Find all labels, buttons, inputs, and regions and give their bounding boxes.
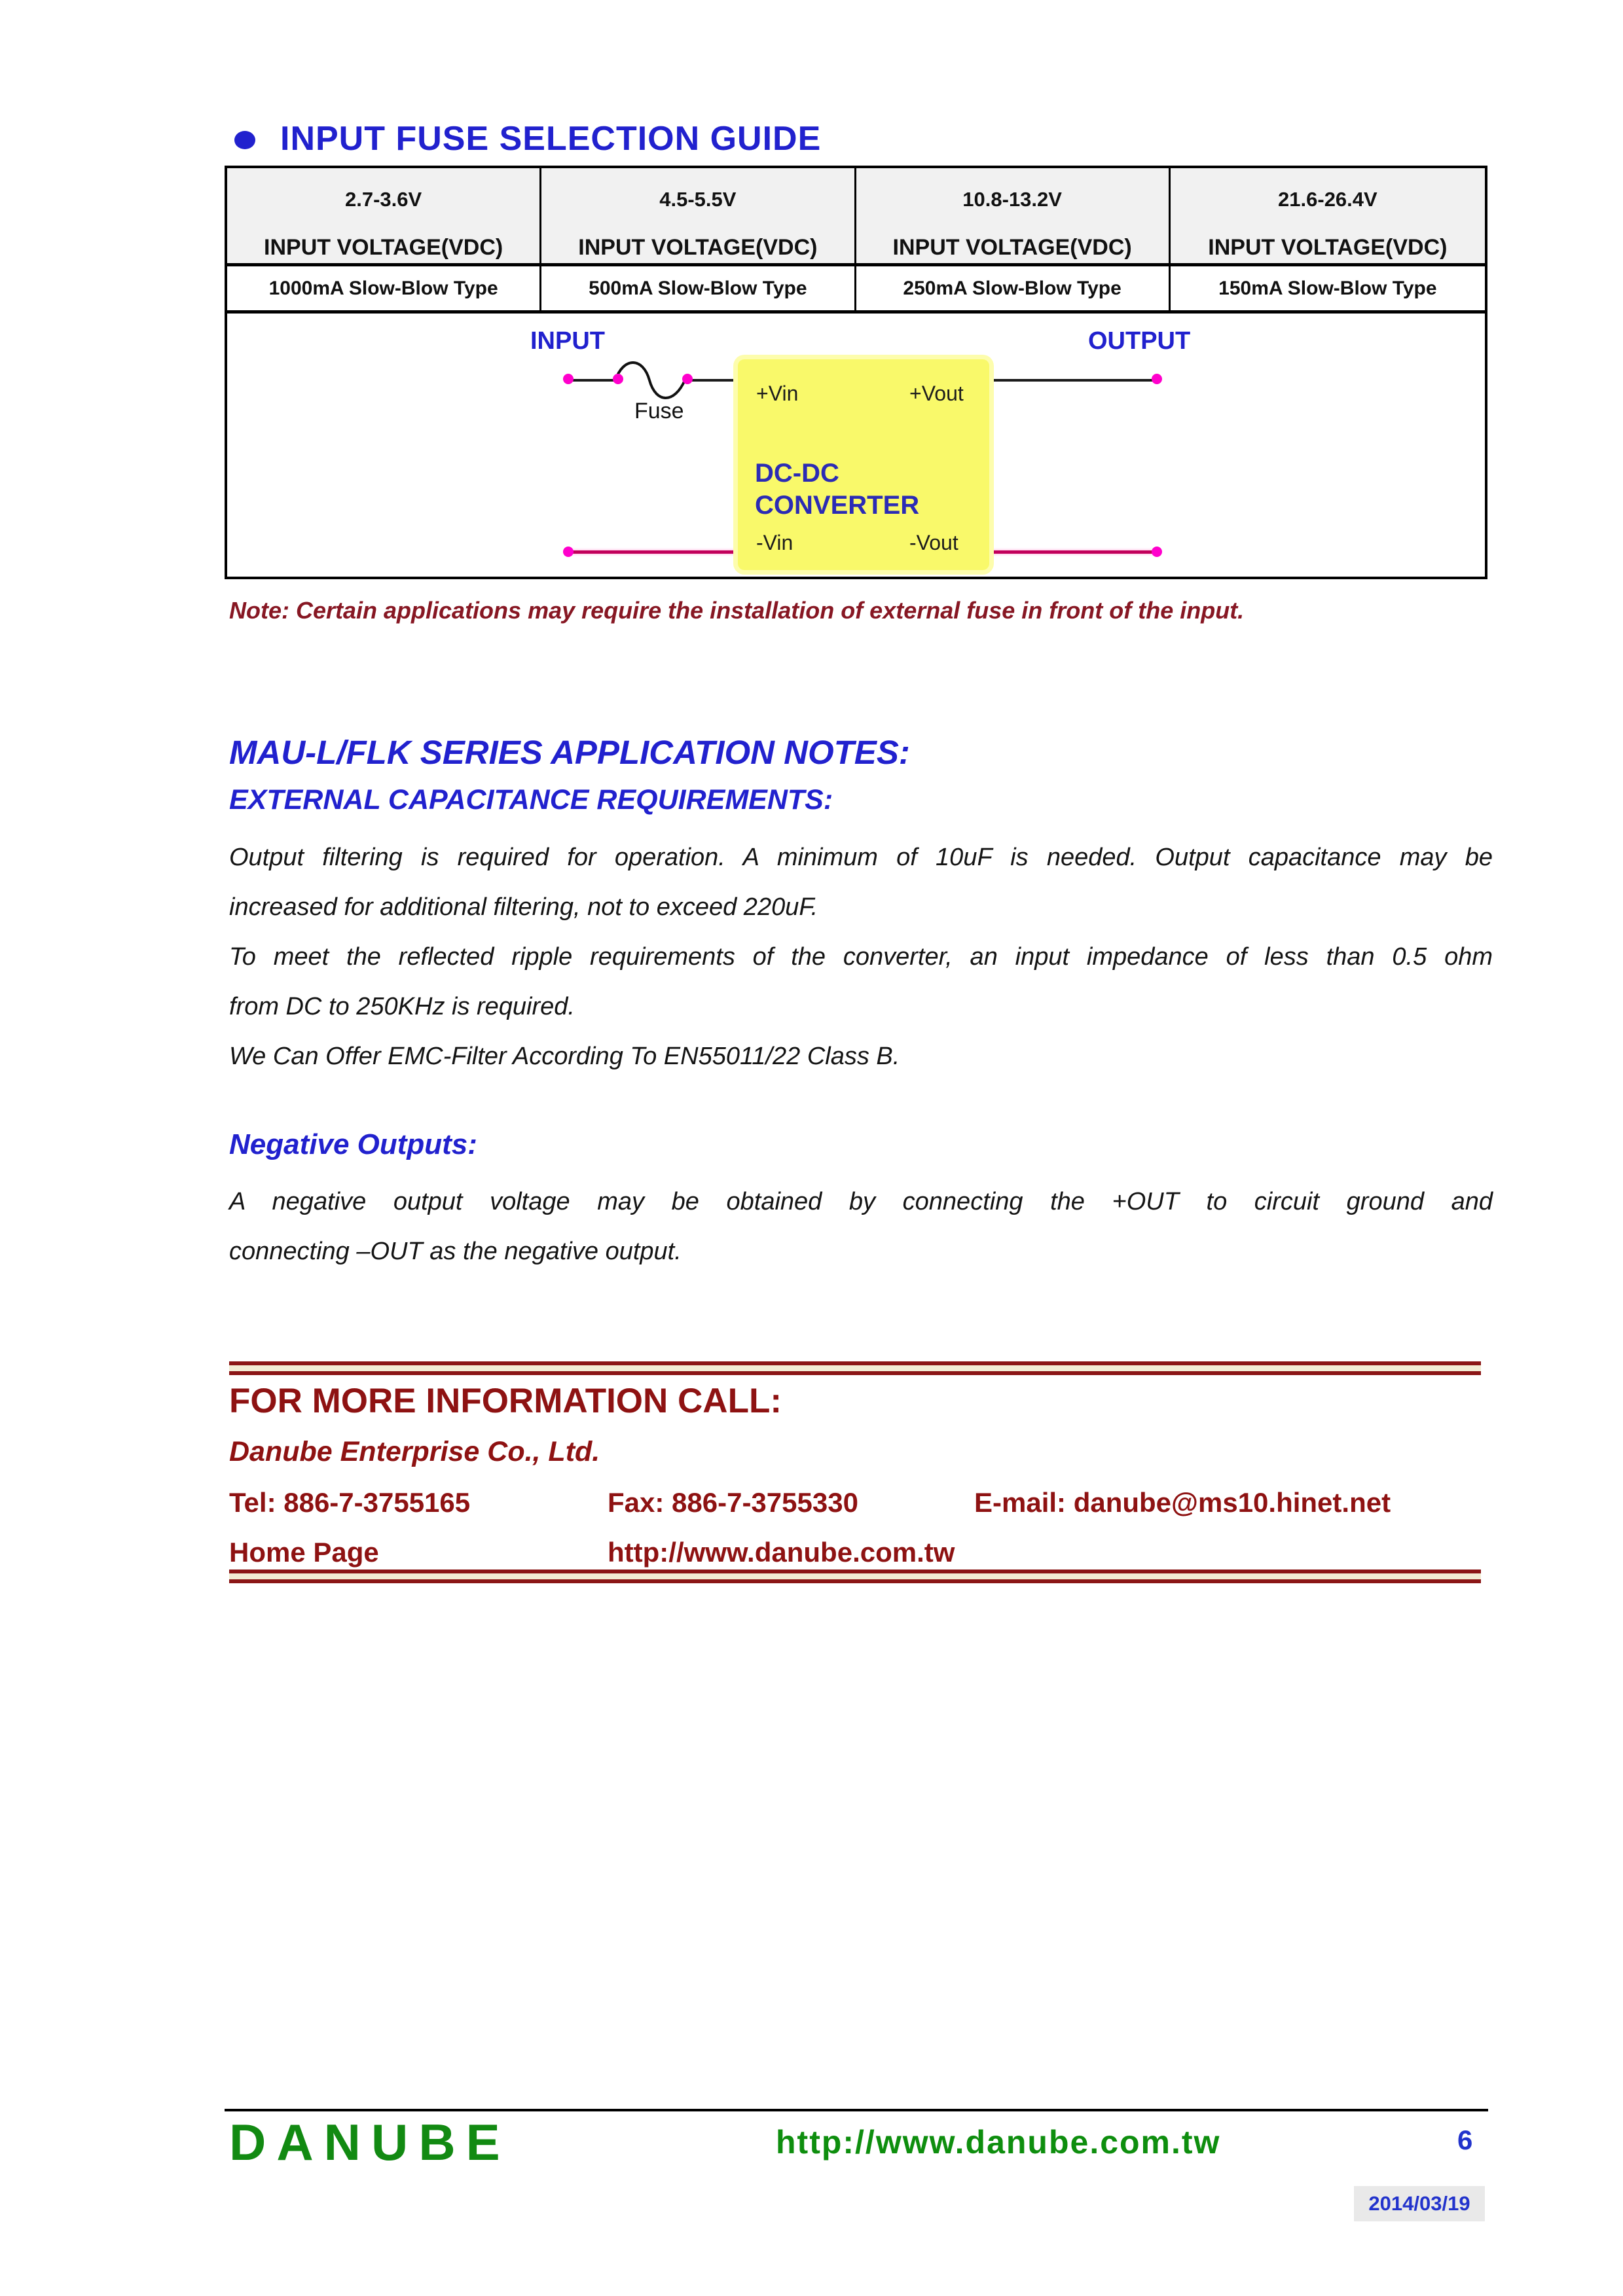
voltage-range: 10.8-13.2V [962,188,1062,211]
wire-output-top [989,379,1157,382]
input-label: INPUT [530,327,605,355]
body-line: from DC to 250KHz is required. [229,993,575,1020]
pin-vin-minus: -Vin [756,531,793,554]
body-line: A negative output voltage may be obtained by connecting the +OUT to circuit ground and [229,1188,1493,1215]
body-line: increased for additional filtering, not to exceed 220uF. [229,893,818,921]
divider-rule-top [229,1361,1481,1375]
company-name: Danube Enterprise Co., Ltd. [229,1436,600,1467]
voltage-range: 21.6-26.4V [1278,188,1377,211]
divider-rule-bottom [229,1570,1481,1583]
converter-name-line2: CONVERTER [755,491,920,520]
fax-text: Fax: 886-7-3755330 [608,1487,858,1518]
homepage-link[interactable]: http://www.danube.com.tw [608,1537,955,1568]
capacitance-paragraph [229,833,1493,1081]
voltage-label: INPUT VOLTAGE(VDC) [578,235,818,260]
fuse-type-cell: 250mA Slow-Blow Type [856,266,1171,310]
negative-outputs-paragraph [229,1177,1493,1276]
voltage-label: INPUT VOLTAGE(VDC) [264,235,503,260]
body-line: We Can Offer EMC-Filter According To EN55011/22 Class B. [229,1043,900,1070]
footer-rule [225,2109,1488,2111]
fuse-note: Note: Certain applications may require the installation of external fuse in front of the input. [229,597,1245,624]
wire-input-left [568,379,618,382]
wire-return-right [989,550,1157,554]
revision-date: 2014/03/19 [1354,2186,1485,2221]
fuse-label: Fuse [634,399,684,423]
fuse-type-cell: 500mA Slow-Blow Type [541,266,856,310]
body-line: connecting –OUT as the negative output. [229,1238,682,1265]
pin-vout-plus: +Vout [909,382,964,405]
homepage-label: Home Page [229,1537,379,1568]
email-link[interactable]: E-mail: danube@ms10.hinet.net [974,1487,1391,1518]
fuse-type-cell: 150mA Slow-Blow Type [1171,266,1485,310]
converter-name-line1: DC-DC [755,459,839,488]
terminal-dot [1152,547,1162,557]
capacitance-subheading: EXTERNAL CAPACITANCE REQUIREMENTS: [229,784,833,816]
danube-logo: DANUBE [229,2113,511,2171]
voltage-range: 4.5-5.5V [659,188,737,211]
body-line: Output filtering is required for operation. A minimum of 10uF is needed. Output capacitance may be [229,844,1493,871]
wire-input-right [687,379,739,382]
section-title: INPUT FUSE SELECTION GUIDE [280,120,822,158]
body-line: To meet the reflected ripple requirements of the converter, an input impedance of less than 0.5 ohm [229,943,1493,971]
contact-heading: FOR MORE INFORMATION CALL: [229,1382,782,1420]
fuse-circuit-diagram [227,168,1485,577]
fuse-type-cell: 1000mA Slow-Blow Type [227,266,541,310]
voltage-label: INPUT VOLTAGE(VDC) [1208,235,1448,260]
page-number: 6 [1457,2125,1473,2155]
terminal-dot [563,547,574,557]
terminal-dot [613,374,623,384]
app-notes-heading: MAU-L/FLK SERIES APPLICATION NOTES: [229,734,910,771]
converter-name [755,457,919,522]
voltage-range: 2.7-3.6V [345,188,422,211]
voltage-label: INPUT VOLTAGE(VDC) [892,235,1132,260]
terminal-dot [563,374,574,384]
footer-url-link[interactable]: http://www.danube.com.tw [776,2124,1221,2161]
negative-outputs-heading: Negative Outputs: [229,1128,477,1160]
dcdc-converter-box [738,359,989,570]
fuse-selection-table [225,166,1487,579]
pin-vout-minus: -Vout [909,531,958,554]
terminal-dot [1152,374,1162,384]
output-label: OUTPUT [1088,327,1191,355]
tel-text: Tel: 886-7-3755165 [229,1487,471,1518]
bullet-icon [234,131,255,149]
wire-return-left [568,550,738,554]
terminal-dot [682,374,693,384]
pin-vin-plus: +Vin [756,382,799,405]
